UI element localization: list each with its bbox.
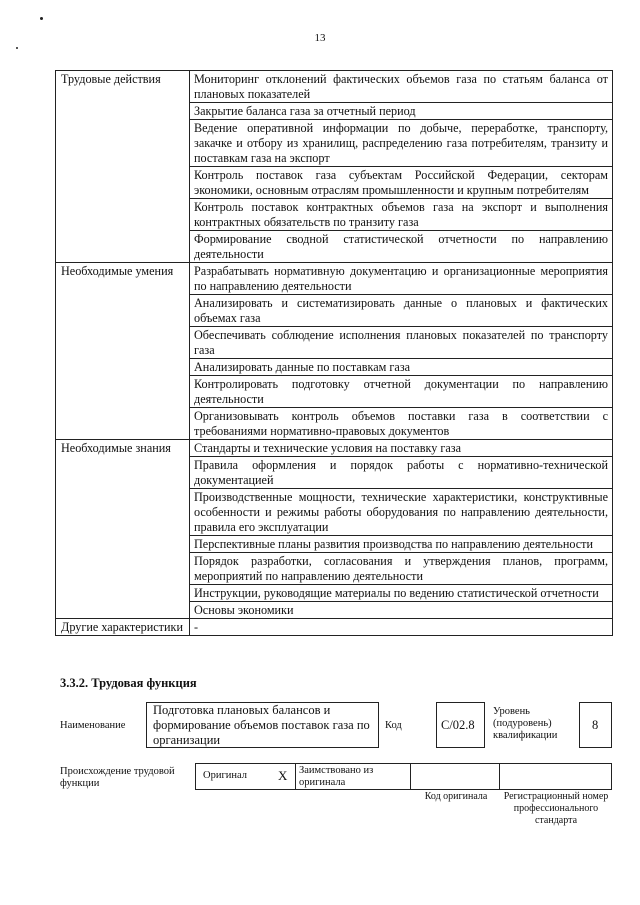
item-cell: Инструкции, руководящие материалы по ведению статистической отчетности [190, 585, 613, 602]
item-cell: Правила оформления и порядок работы с нормативно-технической документацией [190, 457, 613, 489]
item-cell: Мониторинг отклонений фактических объемов газа по статьям баланса от плановых показателей [190, 71, 613, 103]
code-value: C/02.8 [441, 718, 475, 732]
page-number: 13 [314, 32, 326, 44]
item-cell: Разрабатывать нормативную документацию и организационные мероприятия по направлению деятельности [190, 263, 613, 295]
competency-table-body [56, 71, 613, 636]
table-row [56, 440, 613, 457]
level-value: 8 [592, 718, 599, 732]
item-cell: Контроль поставок контрактных объемов газа на экспорт и выполнения контрактных обязательств по транзиту газа [190, 199, 613, 231]
original-label: Оригинал [203, 770, 247, 781]
code-label: Код [385, 720, 402, 731]
scan-mark [40, 17, 43, 20]
item-cell: Перспективные планы развития производства по направлению деятельности [190, 536, 613, 553]
code-original-label: Код оригинала [424, 791, 488, 802]
name-value: Подготовка плановых балансов и формирование объемов поставок газа по организации [153, 703, 370, 747]
item-cell: Порядок разработки, согласования и утверждения планов, программ, мероприятий по направлению деятельности [190, 553, 613, 585]
item-cell: Закрытие баланса газа за отчетный период [190, 103, 613, 120]
competency-table [55, 70, 613, 636]
item-cell: Основы экономики [190, 602, 613, 619]
category-cell: Трудовые действия [56, 71, 190, 263]
category-cell: Необходимые умения [56, 263, 190, 440]
category-cell: Необходимые знания [56, 440, 190, 619]
item-cell: Анализировать данные по поставкам газа [190, 359, 613, 376]
table-row [56, 263, 613, 295]
reg-number-label: Регистрационный номер профессионального стандарта [503, 791, 609, 826]
item-cell: Формирование сводной статистической отчетности по направлению деятельности [190, 231, 613, 263]
item-cell: - [190, 619, 613, 636]
item-cell: Контролировать подготовку отчетной документации по направлению деятельности [190, 376, 613, 408]
name-label: Наименование [60, 720, 126, 731]
name-box [146, 702, 379, 748]
item-cell: Стандарты и технические условия на поставку газа [190, 440, 613, 457]
item-cell: Анализировать и систематизировать данные о плановых и фактических объемах газа [190, 295, 613, 327]
item-cell: Производственные мощности, технические характеристики, конструктивные особенности и режимы работы оборудования по направлению деятельности, правила его эксплуатации [190, 489, 613, 536]
scan-mark [16, 47, 18, 49]
table-row [56, 619, 613, 636]
code-box [436, 702, 485, 748]
category-cell: Другие характеристики [56, 619, 190, 636]
item-cell: Ведение оперативной информации по добыче, переработке, транспорту, закачке и отбору из хранилищ, распределению газа потребителям, транзиту и поставкам газа на экспорт [190, 120, 613, 167]
original-mark: X [278, 768, 288, 783]
table-row [56, 71, 613, 103]
borrowed-label: Заимствовано из оригинала [299, 765, 374, 788]
section-heading: 3.3.2. Трудовая функция [60, 676, 197, 690]
item-cell: Организовывать контроль объемов поставки газа в соответствии с требованиями нормативно-правовых документов [190, 408, 613, 440]
item-cell: Контроль поставок газа субъектам Российской Федерации, секторам экономики, основным отраслям промышленности и крупным потребителям [190, 167, 613, 199]
item-cell: Обеспечивать соблюдение исполнения плановых показателей по транспорту газа [190, 327, 613, 359]
origin-label: Происхождение трудовой функции [60, 766, 175, 789]
level-label: Уровень (подуровень) квалификации [493, 706, 558, 741]
level-box [579, 702, 612, 748]
